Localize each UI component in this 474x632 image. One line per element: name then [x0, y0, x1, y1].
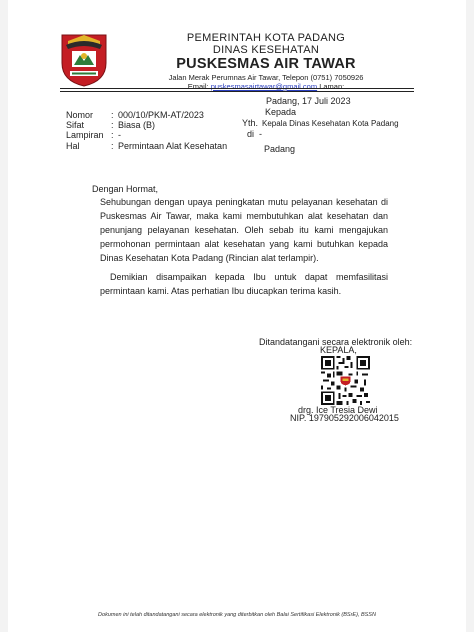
hal-value: Permintaan Alat Kesehatan	[118, 141, 228, 151]
lampiran-label: Lampiran	[66, 130, 104, 140]
letterhead-address: Jalan Merak Perumnas Air Tawar, Telepon (0751) 7050926	[168, 73, 364, 82]
padang-city-emblem-icon	[60, 31, 108, 87]
salutation: Dengan Hormat,	[92, 184, 159, 194]
recipient-dash: -	[259, 129, 262, 139]
nomor-value: 000/10/PKM-AT/2023	[118, 110, 204, 120]
letterhead-rule-thick	[60, 88, 414, 89]
recipient-name: Kepala Dinas Kesehatan Kota Padang	[262, 119, 399, 128]
website-label: Laman:	[319, 82, 345, 91]
signer-nip: NIP. 197905292006042015	[290, 413, 399, 423]
body-paragraph-2: Demikian disampaikan kepada Ibu untuk dapat memfasilitasi permintaan kami. Atas perhatian Ibu diucapkan terima kasih.	[100, 272, 388, 296]
letterhead	[116, 32, 416, 91]
nomor-colon: :	[111, 110, 114, 120]
letter-page	[8, 0, 466, 632]
lampiran-value: -	[118, 130, 121, 140]
recipient-di: di	[247, 129, 255, 139]
letterhead-rule-thin	[60, 91, 414, 92]
recipient-yth: Yth.	[242, 118, 259, 128]
letterhead-contact	[116, 82, 416, 91]
email-link[interactable]: puskesmasairtawar@gmail.com	[210, 82, 318, 91]
recipient-city: Padang	[264, 144, 296, 154]
signature-note: Ditandatangani secara elektronik oleh:	[259, 337, 413, 347]
letterhead-department: DINAS KESEHATAN	[212, 44, 320, 56]
letterhead-institution: PUSKESMAS AIR TAWAR	[176, 56, 356, 72]
sifat-label: Sifat	[66, 120, 85, 130]
body-paragraph-1: Sehubungan dengan upaya peningkatan mutu pelayanan kesehatan di Puskesmas Air Tawar, maka kami membutuhkan alat kesehatan dan penunjang pelayanan kesehatan. Oleh sebab itu kami mengajukan permohonan permintaan alat kesehatan yang kami butuhkan kepada Dinas Kesehatan Kota Padang (Rincian alat terlampir).	[100, 197, 388, 263]
recipient-kepada: Kepada	[265, 107, 297, 117]
sifat-colon: :	[111, 120, 114, 130]
hal-label: Hal	[66, 141, 80, 151]
nomor-label: Nomor	[66, 110, 94, 120]
sifat-value: Biasa (B)	[118, 120, 156, 130]
lampiran-colon: :	[111, 130, 114, 140]
signer-name: drg. Ice Tresia Dewi	[298, 405, 378, 415]
letter-date: Padang, 17 Juli 2023	[266, 96, 351, 106]
signature-qr-code-icon[interactable]	[321, 356, 370, 405]
email-label: Email:	[187, 82, 209, 91]
hal-colon: :	[111, 141, 114, 151]
signature-title: KEPALA,	[320, 345, 357, 355]
letterhead-government: PEMERINTAH KOTA PADANG	[186, 32, 346, 44]
electronic-signature-footer: Dokumen ini telah ditandatangani secara elektronik yang diterbitkan oleh Balai Sertifikasi Elektronik (BSrE), BSSN	[98, 612, 376, 618]
